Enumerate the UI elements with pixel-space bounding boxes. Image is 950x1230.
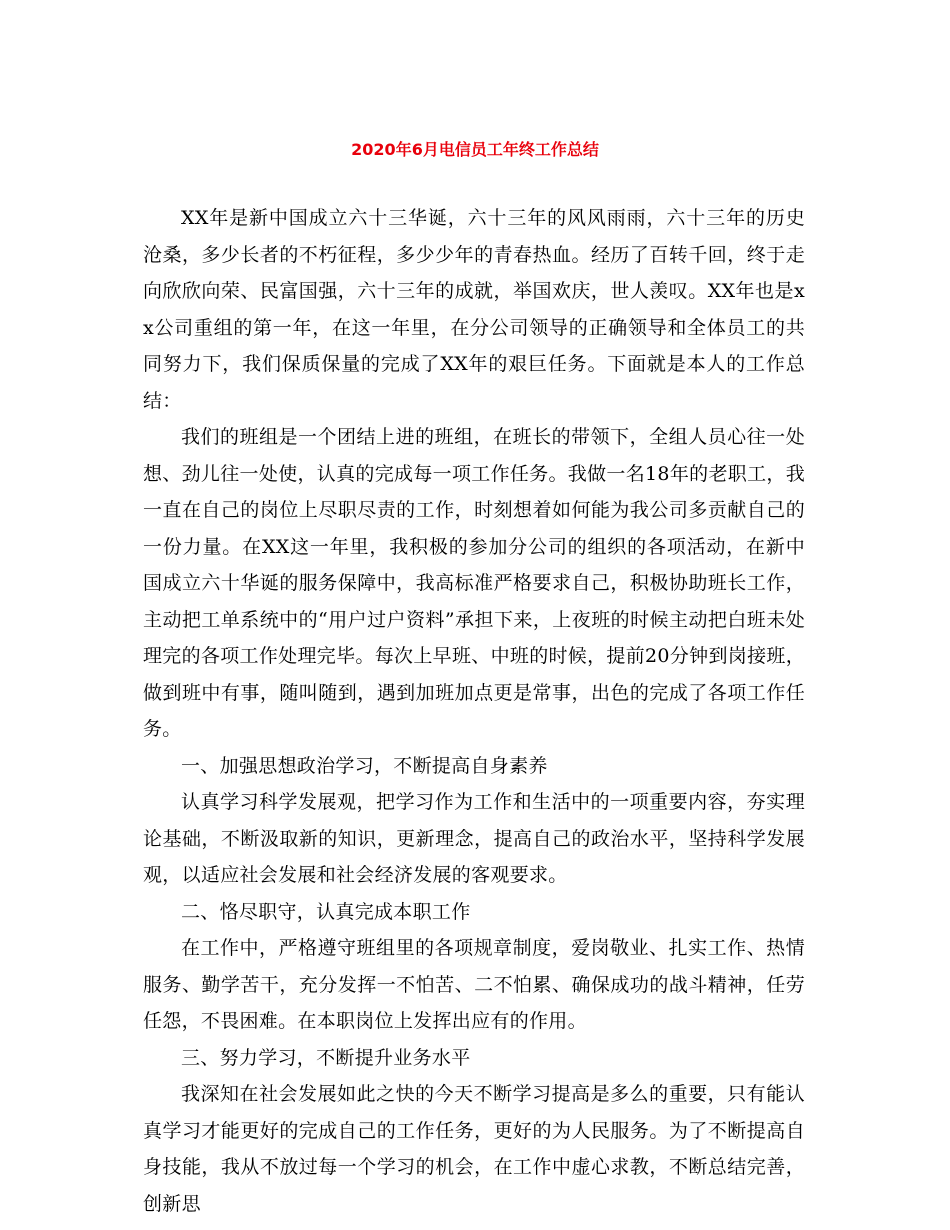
section-heading-2: 二、恪尽职守，认真完成本职工作 bbox=[181, 900, 471, 923]
section-3-paragraph: 我深知在社会发展如此之快的今天不断学习提高是多么的重要，只有能认真学习才能更好的完成自己的工作任务，更好的为人民服务。为了不断提高自身技能，我从不放过每一个学习的机会，在工作中虚心求教，不断总结完善，创新思 bbox=[143, 1083, 805, 1215]
intro-paragraph: XX年是新中国成立六十三华诞，六十三年的风风雨雨，六十三年的历史沧桑，多少长者的不朽征程，多少少年的青春热血。经历了百转千回，终于走向欣欣向荣、民富国强，六十三年的成就，举国欢庆，世人羡叹。XX年也是xx公司重组的第一年，在这一年里，在分公司领导的正确领导和全体员工的共同努力下，我们保质保量的完成了XX年的艰巨任务。下面就是本人的工作总结： bbox=[143, 207, 805, 412]
team-paragraph: 我们的班组是一个团结上进的班组，在班长的带领下，全组人员心往一处想、劲儿往一处使，认真的完成每一项工作任务。我做一名18年的老职工，我一直在自己的岗位上尽职尽责的工作，时刻想着如何能为我公司多贡献自己的一份力量。在XX这一年里，我积极的参加分公司的组织的各项活动，在新中国成立六十华诞的服务保障中，我高标准严格要求自己，积极协助班长工作，主动把工单系统中的“用户过户资料”承担下来，上夜班的时候主动把白班未处理完的各项工作处理完毕。每次上早班、中班的时候，提前20分钟到岗接班，做到班中有事，随叫随到，遇到加班加点更是常事，出色的完成了各项工作任务。 bbox=[143, 426, 805, 740]
section-2-paragraph: 在工作中，严格遵守班组里的各项规章制度，爱岗敬业、扎实工作、热情服务、勤学苦干，充分发挥一不怕苦、二不怕累、确保成功的战斗精神，任劳任怨，不畏困难。在本职岗位上发挥出应有的作用。 bbox=[143, 937, 805, 1032]
document-title: 2020年6月电信员工年终工作总结 bbox=[351, 140, 599, 159]
section-1-paragraph: 认真学习科学发展观，把学习作为工作和生活中的一项重要内容，夯实理论基础，不断汲取新的知识，更新理念，提高自己的政治水平，坚持科学发展观，以适应社会发展和社会经济发展的客观要求。 bbox=[143, 791, 805, 886]
document-body bbox=[143, 200, 805, 1222]
section-heading-3: 三、努力学习，不断提升业务水平 bbox=[181, 1046, 471, 1069]
section-heading-1: 一、加强思想政治学习，不断提高自身素养 bbox=[181, 754, 548, 777]
